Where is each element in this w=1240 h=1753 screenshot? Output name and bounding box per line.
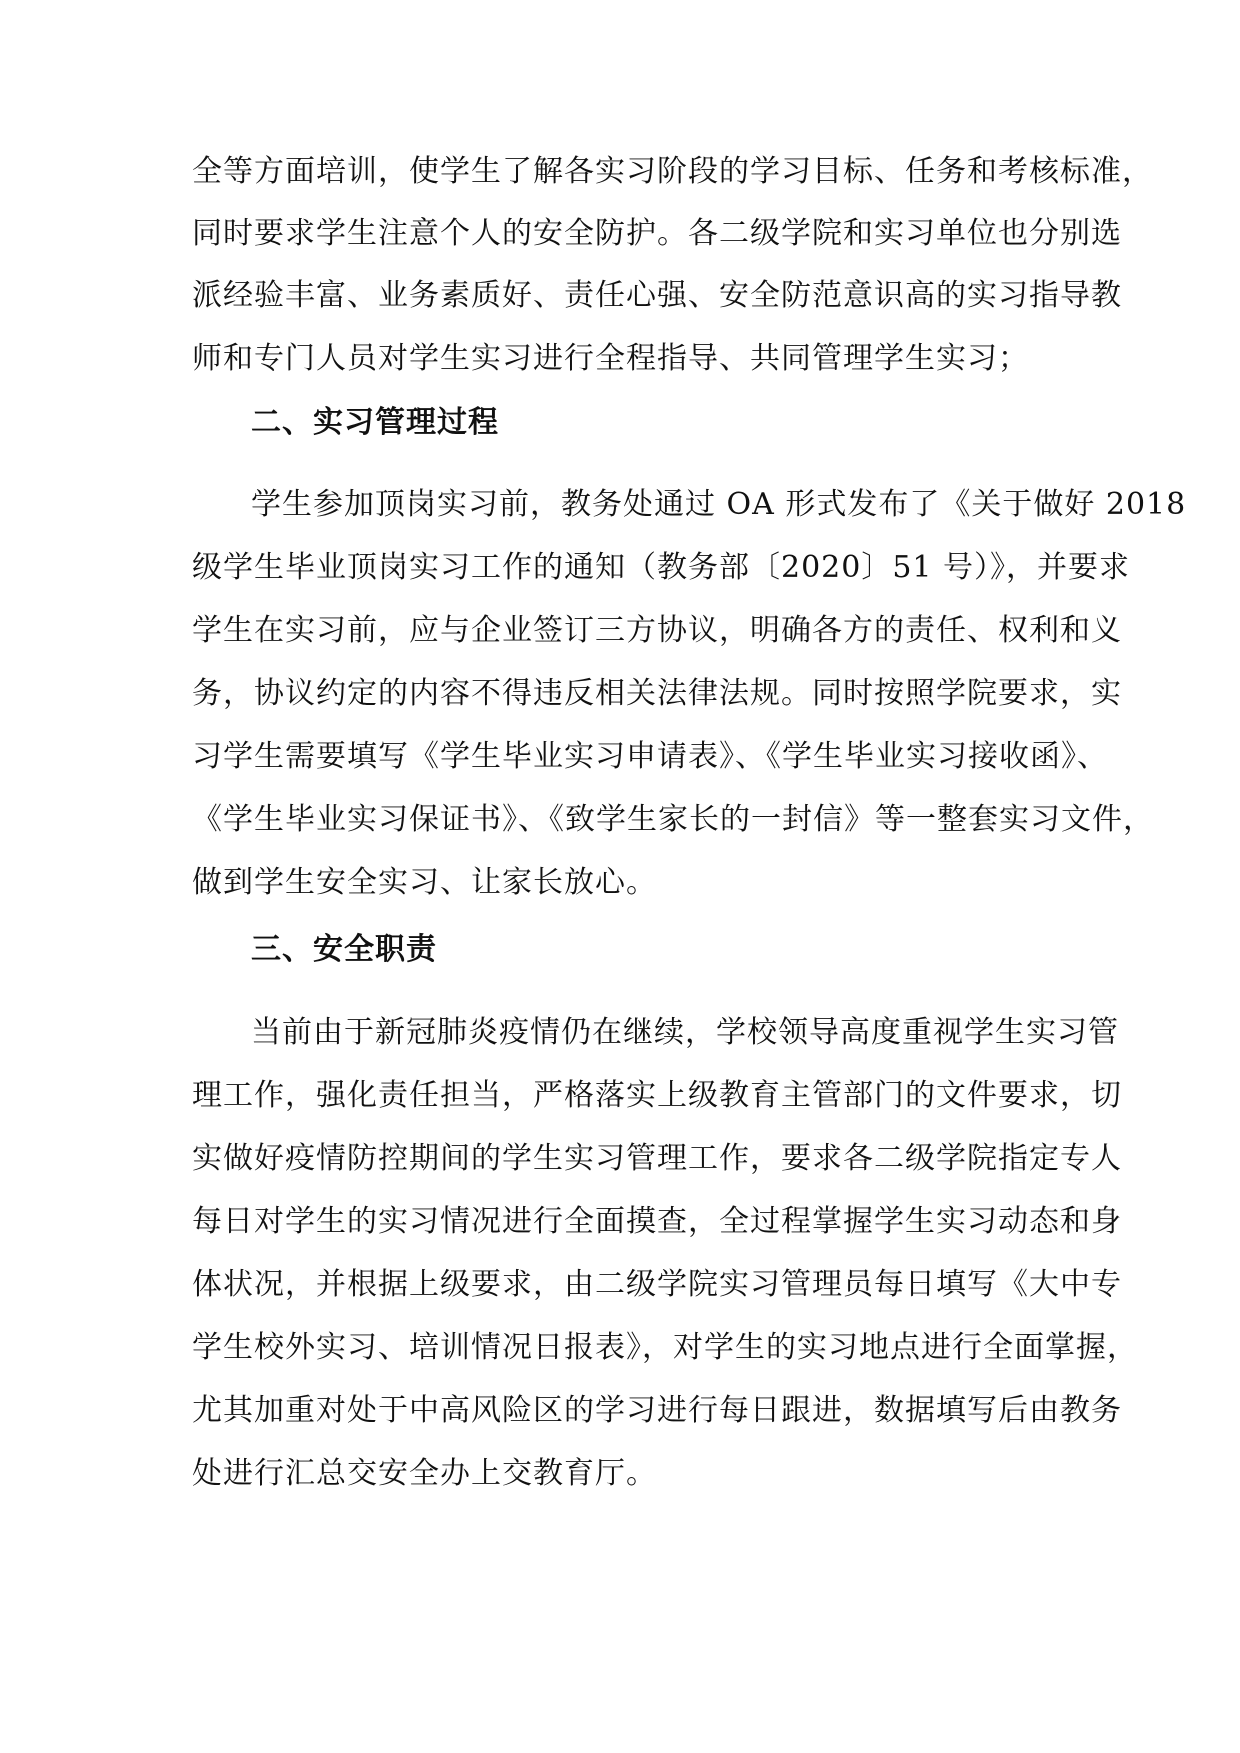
paragraph-line: 当前由于新冠肺炎疫情仍在继续，学校领导高度重视学生实习管 (251, 1015, 1119, 1050)
paragraph-line: 务，协议约定的内容不得违反相关法律法规。同时按照学院要求，实 (192, 676, 1122, 711)
paragraph-line: 体状况，并根据上级要求，由二级学院实习管理员每日填写《大中专 (192, 1267, 1122, 1302)
paragraph-line: 师和专门人员对学生实习进行全程指导、共同管理学生实习； (192, 341, 1029, 376)
paragraph-line: 学生参加顶岗实习前，教务处通过 OA 形式发布了《关于做好 2018 (251, 487, 1187, 522)
paragraph-line: 做到学生安全实习、让家长放心。 (192, 865, 657, 900)
paragraph-line: 每日对学生的实习情况进行全面摸查，全过程掌握学生实习动态和身 (192, 1204, 1122, 1239)
paragraph-line: 级学生毕业顶岗实习工作的通知（教务部〔2020〕51 号）》，并要求 (192, 550, 1131, 585)
paragraph-line: 派经验丰富、业务素质好、责任心强、安全防范意识高的实习指导教 (192, 278, 1122, 313)
paragraph-line: 《学生毕业实习保证书》、《致学生家长的一封信》等一整套实习文件， (192, 802, 1154, 837)
section-heading-safety-duties: 三、安全职责 (251, 932, 437, 967)
paragraph-line: 学生在实习前，应与企业签订三方协议，明确各方的责任、权利和义 (192, 613, 1122, 648)
paragraph-line: 同时要求学生注意个人的安全防护。各二级学院和实习单位也分别选 (192, 216, 1122, 251)
paragraph-line: 理工作，强化责任担当，严格落实上级教育主管部门的文件要求，切 (192, 1078, 1122, 1113)
paragraph-line: 习学生需要填写《学生毕业实习申请表》、《学生毕业实习接收函》、 (192, 739, 1108, 774)
paragraph-line: 处进行汇总交安全办上交教育厅。 (192, 1456, 657, 1491)
paragraph-line: 实做好疫情防控期间的学生实习管理工作，要求各二级学院指定专人 (192, 1141, 1122, 1176)
paragraph-line: 学生校外实习、培训情况日报表》，对学生的实习地点进行全面掌握， (192, 1330, 1138, 1365)
paragraph-line: 全等方面培训，使学生了解各实习阶段的学习目标、任务和考核标准， (192, 154, 1153, 189)
paragraph-line: 尤其加重对处于中高风险区的学习进行每日跟进，数据填写后由教务 (192, 1393, 1122, 1428)
section-heading-management-process: 二、实习管理过程 (251, 405, 499, 440)
